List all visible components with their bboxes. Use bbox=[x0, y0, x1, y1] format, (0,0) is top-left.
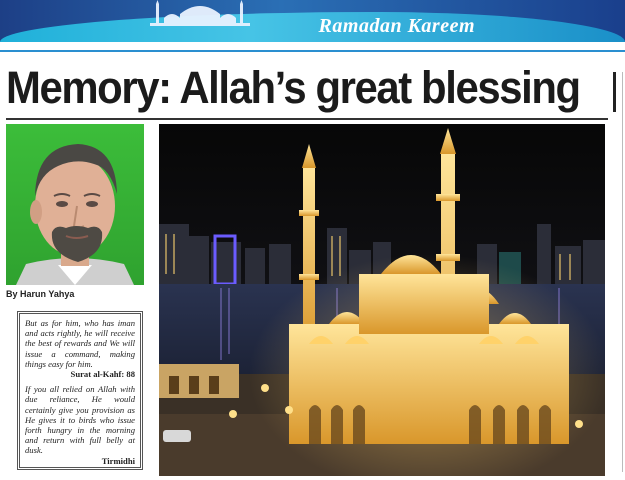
quote-text-1: But as for him, who has iman and acts rightly, he will receive the best of rewards and We will issue a command, making things easy for him. bbox=[25, 318, 135, 369]
quote-box bbox=[17, 311, 143, 470]
quote-source-2: Tirmidhi bbox=[101, 455, 135, 466]
column-marker bbox=[613, 72, 616, 112]
mosque-silhouette-icon bbox=[150, 0, 250, 26]
banner-rule bbox=[0, 50, 625, 52]
banner-title: Ramadan Kareem bbox=[318, 15, 475, 37]
headline-divider bbox=[6, 118, 608, 120]
quote-text-2: If you all relied on Allah with due reliance, He would certainly give you provision as He gives it to birds who issue forth hungry in the morning and return with full belly at dusk. bbox=[25, 384, 135, 456]
night-mosque-photo-icon bbox=[159, 124, 605, 476]
ramadan-banner bbox=[0, 0, 625, 42]
byline: By Harun Yahya bbox=[6, 289, 75, 299]
article-headline: Memory: Allah’s great blessing bbox=[6, 62, 580, 113]
quote-source-1: Surat al-Kahf: 88 bbox=[70, 369, 135, 380]
column-divider bbox=[622, 72, 623, 472]
banner-swirl bbox=[0, 12, 625, 42]
author-portrait-icon bbox=[6, 124, 144, 285]
